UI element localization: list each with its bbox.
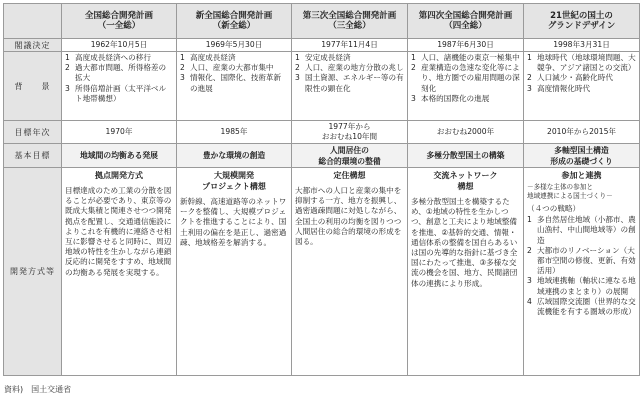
method-text: 大都市への人口と産業の集中を抑制する一方、地方を振興し、過密過疎問題に対処しながら、全国土の利用の均衡を図りつつ人間居住の総合的環境の形成を図る。	[295, 186, 402, 247]
basic-goal-cell	[292, 144, 408, 168]
method-title: 大規模開発 プロジェクト構想	[202, 171, 266, 191]
item-number: 4	[527, 296, 532, 306]
method-row	[4, 168, 640, 376]
col-header-1	[62, 4, 177, 39]
method-title: 拠点開発方式	[95, 171, 143, 180]
item-text: 人口、産業の大都市集中	[190, 63, 274, 73]
numbered-item	[527, 73, 636, 83]
item-text: 人口、諸機能の東京一極集中	[421, 53, 520, 62]
col-header-4-text: 第四次全国総合開発計画 （四全総）	[418, 10, 513, 31]
basic-goal-cell	[408, 144, 524, 168]
decision-date: 1987年6月30日	[408, 39, 524, 52]
item-text: 高度成長経済への移行	[75, 53, 151, 62]
item-text: 高度成長経済	[190, 53, 236, 62]
target-year-cell	[62, 121, 177, 144]
basic-goal-cell	[177, 144, 292, 168]
item-number: 3	[527, 83, 532, 93]
item-text: 産業構造の急速な変化等により、地方圏での雇用問題の深刻化	[421, 63, 520, 93]
item-number: 3	[180, 73, 185, 83]
target-year-cell	[408, 121, 524, 144]
item-number: 3	[65, 83, 70, 93]
numbered-item	[527, 297, 636, 317]
strategies-list	[524, 214, 639, 318]
target-year-cell	[292, 121, 408, 144]
method-cell	[408, 168, 524, 376]
item-number: 2	[65, 63, 70, 73]
item-number: 2	[295, 63, 300, 73]
item-text: 所得倍増計画（太平洋ベルト地帯構想）	[75, 83, 167, 103]
item-text: 人口、産業の地方分散の兆し	[305, 63, 404, 73]
basic-goal-row	[4, 144, 640, 168]
basic-goal-text: 多極分散型国土の構築	[426, 151, 505, 160]
item-number: 1	[295, 53, 300, 62]
col-header-3	[292, 4, 408, 39]
col-header-3-text: 第三次全国総合開発計画 （三全総）	[302, 10, 397, 31]
decision-date: 1998年3月31日	[524, 39, 640, 52]
item-text: 広域国際交流圏（世界的な交流機能を有する圏域の形成）	[537, 296, 636, 317]
item-text: 高度情報化時代	[537, 83, 591, 93]
row-label-background: 背 景	[4, 52, 62, 121]
item-text: 安定成長経済	[305, 53, 351, 62]
item-text: 地球時代（地球環境問題、大競争、アジア諸国との交流）	[537, 53, 636, 73]
item-text: 人口減少・高齢化時代	[537, 73, 613, 83]
item-number: 1	[527, 53, 532, 62]
background-row	[4, 52, 640, 121]
item-number: 1	[180, 53, 185, 62]
numbered-item	[180, 63, 288, 73]
numbered-item	[295, 53, 404, 63]
item-number: 2	[411, 63, 416, 73]
item-number: 1	[527, 215, 532, 225]
national-plan-table	[3, 3, 640, 376]
numbered-item	[527, 246, 636, 277]
item-number: 3	[295, 73, 300, 83]
numbered-item	[411, 63, 520, 94]
method-title: 定住構想	[333, 171, 366, 180]
basic-goal-text: 豊かな環境の創造	[202, 151, 266, 160]
decision-row	[4, 39, 640, 52]
item-number: 2	[527, 73, 532, 83]
numbered-item	[527, 84, 636, 94]
item-text: 地域連携軸（軸状に連なる地域連携のまとまり）の展開	[537, 276, 636, 296]
numbered-item	[65, 84, 173, 104]
target-year-text: おおむね2000年	[436, 126, 495, 136]
numbered-item	[65, 53, 173, 63]
row-label-target-year: 目標年次	[4, 121, 62, 144]
decision-date: 1977年11月4日	[292, 39, 408, 52]
numbered-item	[527, 53, 636, 73]
item-text: 過大都市問題、所得格差の拡大	[75, 63, 167, 83]
numbered-item	[295, 73, 404, 93]
target-year-text: 2010年から2015年	[546, 126, 617, 136]
row-label-decision: 閣議決定	[4, 39, 62, 52]
method-cell	[292, 168, 408, 376]
item-text: 本格的国際化の進展	[421, 93, 490, 103]
background-cell	[524, 52, 640, 121]
item-number: 1	[411, 53, 416, 62]
corner-cell	[4, 4, 62, 39]
numbered-item	[295, 63, 404, 73]
item-text: 多自然居住地域（小都市、農山漁村、中山間地域等）の創造	[537, 215, 636, 245]
item-text: 国土資源、エネルギー等の有限性の顕在化	[305, 73, 404, 93]
basic-goal-cell	[524, 144, 640, 168]
numbered-item	[65, 63, 173, 83]
method-title: 交流ネットワーク 構想	[433, 171, 498, 191]
item-text: 情報化、国際化、技術革新の進展	[190, 73, 282, 93]
method-text: 新幹線、高速道路等のネットワークを整備し、大規模プロジェクトを推進することにより、国土利用の偏在を是正し、過密過疎、地域格差を解消する。	[180, 197, 287, 247]
background-cell	[408, 52, 524, 121]
method-cell	[62, 168, 177, 376]
decision-date: 1969年5月30日	[177, 39, 292, 52]
source-note: 資料) 国土交通省	[4, 385, 72, 394]
method-subtitle: －多様な主体の参加と 地域連携による国土づくり－	[527, 183, 613, 200]
numbered-item	[527, 215, 636, 246]
method-title: 参加と連携	[561, 171, 602, 180]
target-year-text: 1977年から おおむね10年間	[321, 121, 378, 141]
basic-goal-text: 多軸型国土構造 形成の基礎づくり	[550, 145, 613, 166]
numbered-item	[411, 94, 520, 104]
basic-goal-text: 人間居住の 総合的環境の整備	[318, 145, 381, 166]
strategies-title: （４つの戦略）	[527, 204, 581, 213]
row-label-basic-goal: 基本目標	[4, 144, 62, 168]
target-year-text: 1985年	[220, 126, 248, 136]
item-text: 大都市のリノベーション（大都市空間の修復、更新、有効活用）	[537, 245, 636, 276]
item-number: 3	[527, 276, 532, 286]
method-text: 目標達成のため工業の分散を図ることが必要であり、東京等の既成大集積と関連させつつ開発拠点を配置し、交通通信施設によりこれを有機的に連絡させ相互に影響させると同時に、周辺地域の特性を生かしながら連鎖反応的に開発をすすめ、地域間の均衡ある発展を実現する。	[65, 186, 172, 277]
col-header-2	[177, 4, 292, 39]
numbered-item	[527, 276, 636, 296]
numbered-item	[180, 73, 288, 93]
item-number: 2	[180, 63, 185, 73]
method-cell	[177, 168, 292, 376]
item-number: 2	[527, 245, 532, 255]
header-row	[4, 4, 640, 39]
col-header-5	[524, 4, 640, 39]
numbered-item	[411, 53, 520, 63]
basic-goal-text: 地域間の均衡ある発展	[80, 151, 158, 160]
method-text: 多極分散型国土を構築するため、①地域の特性を生かしつつ、創意と工夫により地域整備を推進、②基幹的交通、情報・通信体系の整備を国自らあるいは国の先導的な指針に基づき全国にわたって推進、③多様な交流の機会を国、地方、民間諸団体の連携により形成。	[411, 197, 518, 288]
item-number: 1	[65, 53, 70, 62]
col-header-4	[408, 4, 524, 39]
col-header-5-text: 21世紀の国土の グランドデザイン	[547, 10, 616, 31]
col-header-1-text: 全国総合開発計画 （一全総）	[84, 10, 153, 31]
basic-goal-cell	[62, 144, 177, 168]
col-header-2-text: 新全国総合開発計画 （新全総）	[195, 10, 273, 31]
target-year-text: 1970年	[105, 126, 133, 136]
background-cell	[292, 52, 408, 121]
target-year-row	[4, 121, 640, 144]
method-cell	[524, 168, 640, 376]
row-label-method: 開発方式等	[4, 168, 62, 376]
decision-date: 1962年10月5日	[62, 39, 177, 52]
target-year-cell	[524, 121, 640, 144]
numbered-item	[180, 53, 288, 63]
background-cell	[62, 52, 177, 121]
item-number: 3	[411, 93, 416, 103]
target-year-cell	[177, 121, 292, 144]
background-cell	[177, 52, 292, 121]
